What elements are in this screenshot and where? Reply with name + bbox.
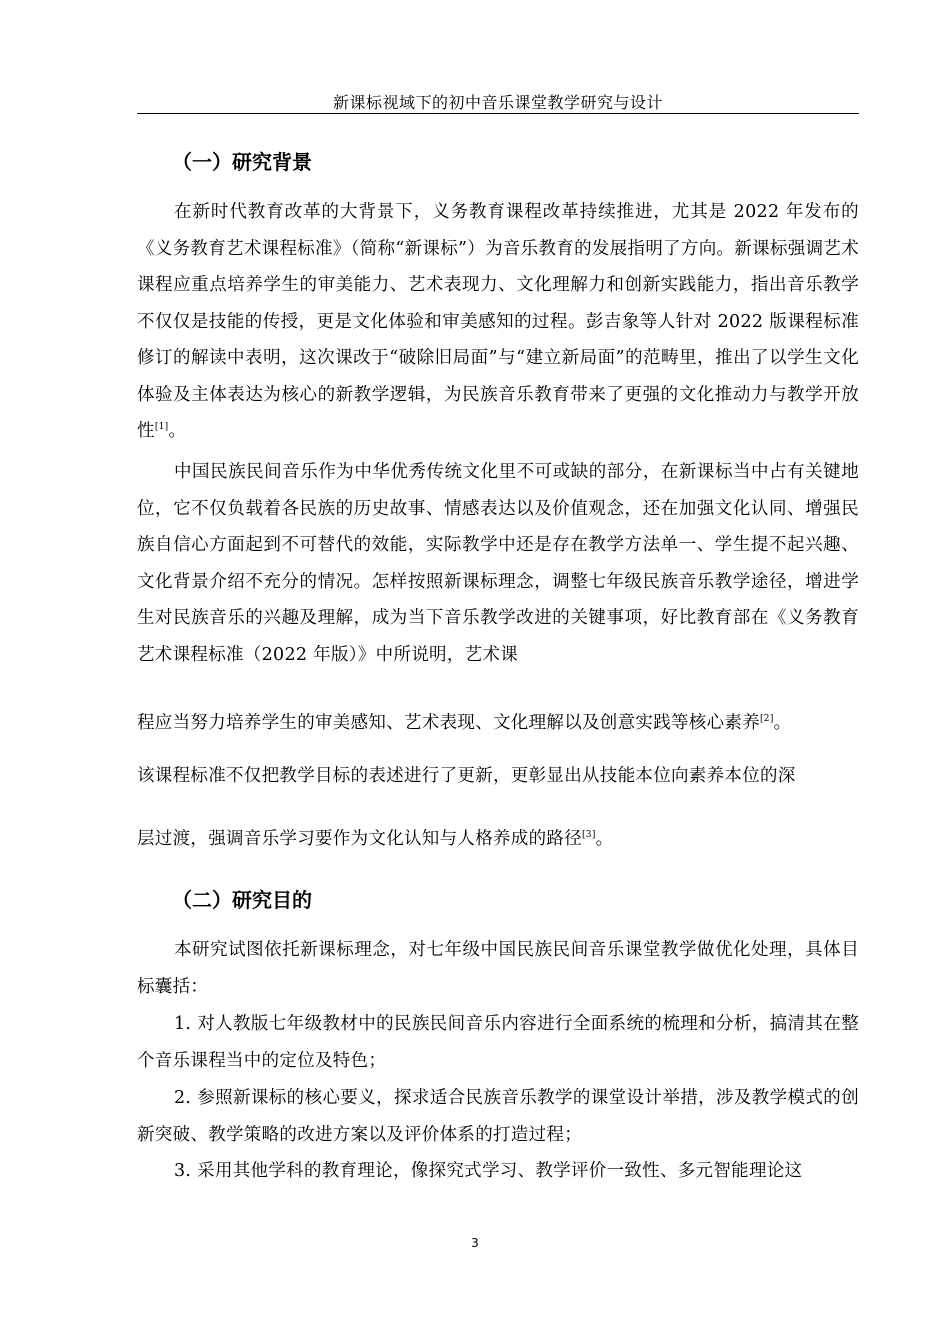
list-item-goal-2: 2. 参照新课标的核心要义，探求适合民族音乐教学的课堂设计举措，涉及教学模式的创新突破、教学策略的改进方案以及评价体系的打造过程； [137, 1088, 859, 1145]
citation-ref-3: [3] [582, 830, 596, 840]
paragraph-background-2: 中国民族民间音乐作为中华优秀传统文化里不可或缺的部分，在新课标当中占有关键地位，它不仅负载着各民族的历史故事、情感表达以及价值观念，还在加强文化认同、增强民族自信心方面起到不可替代的效能，实际教学中还是存在教学方法单一、学生提不起兴趣、文化背景介绍不充分的情况。怎样按照新课标理念，调整七年级民族音乐教学途径，增进学生对民族音乐的兴趣及理解，成为当下音乐教学改进的关键事项，好比教育部在《义务教育艺术课程标准（2022 年版）》中所说明，艺术课 [137, 462, 859, 665]
paragraph-text: 在新时代教育改革的大背景下，义务教育课程改革持续推进，尤其是 2022 年发布的《义务教育艺术课程标准》（简称“新课标”）为音乐教育的发展指明了方向。新课标强调艺术课程应重点培养学生的审美能力、艺术表现力、文化理解力和创新实践能力，指出音乐教学不仅仅是技能的传授，更是文化体验和审美感知的过程。彭吉象等人针对 2022 版课程标准修订的解读中表明，这次课改于“破除旧局面”与“建立新局面”的范畴里，推出了以学生文化体验及主体表达为核心的新教学逻辑，为民族音乐教育带来了更强的文化推动力与教学开放性 [137, 202, 859, 441]
header-rule [137, 113, 859, 114]
paragraph-line-c [137, 827, 859, 851]
paragraph-background-1 [137, 194, 859, 450]
line-end: 。 [773, 713, 792, 733]
paragraph-line-a [137, 711, 859, 735]
list-item-goal-3: 3. 采用其他学科的教育理论，像探究式学习、教学评价一致性、多元智能理论这 [174, 1161, 803, 1181]
line-text: 程应当努力培养学生的审美感知、艺术表现、文化理解以及创意实践等核心素养 [137, 713, 760, 733]
section-heading-background: （一）研究背景 [172, 150, 312, 174]
paragraph-purpose-intro: 本研究试图依托新课标理念，对七年级中国民族民间音乐课堂教学做优化处理，具体目标囊括： [137, 940, 859, 997]
page-number: 3 [471, 1236, 479, 1250]
list-item-goal-1: 1. 对人教版七年级教材中的民族民间音乐内容进行全面系统的梳理和分析，搞清其在整个音乐课程当中的定位及特色； [137, 1014, 859, 1071]
citation-ref-1: [1] [154, 422, 169, 432]
line-end: 。 [595, 829, 614, 849]
citation-ref-2: [2] [760, 714, 774, 724]
running-header: 新课标视域下的初中音乐课堂教学研究与设计 [332, 93, 663, 112]
section-heading-purpose: （二）研究目的 [172, 888, 312, 912]
line-text: 层过渡，强调音乐学习要作为文化认知与人格养成的路径 [137, 829, 582, 849]
paragraph-end: 。 [168, 421, 187, 441]
paragraph-line-b: 该课程标准不仅把教学目标的表述进行了更新，更彰显出从技能本位向素养本位的深 [137, 766, 796, 786]
